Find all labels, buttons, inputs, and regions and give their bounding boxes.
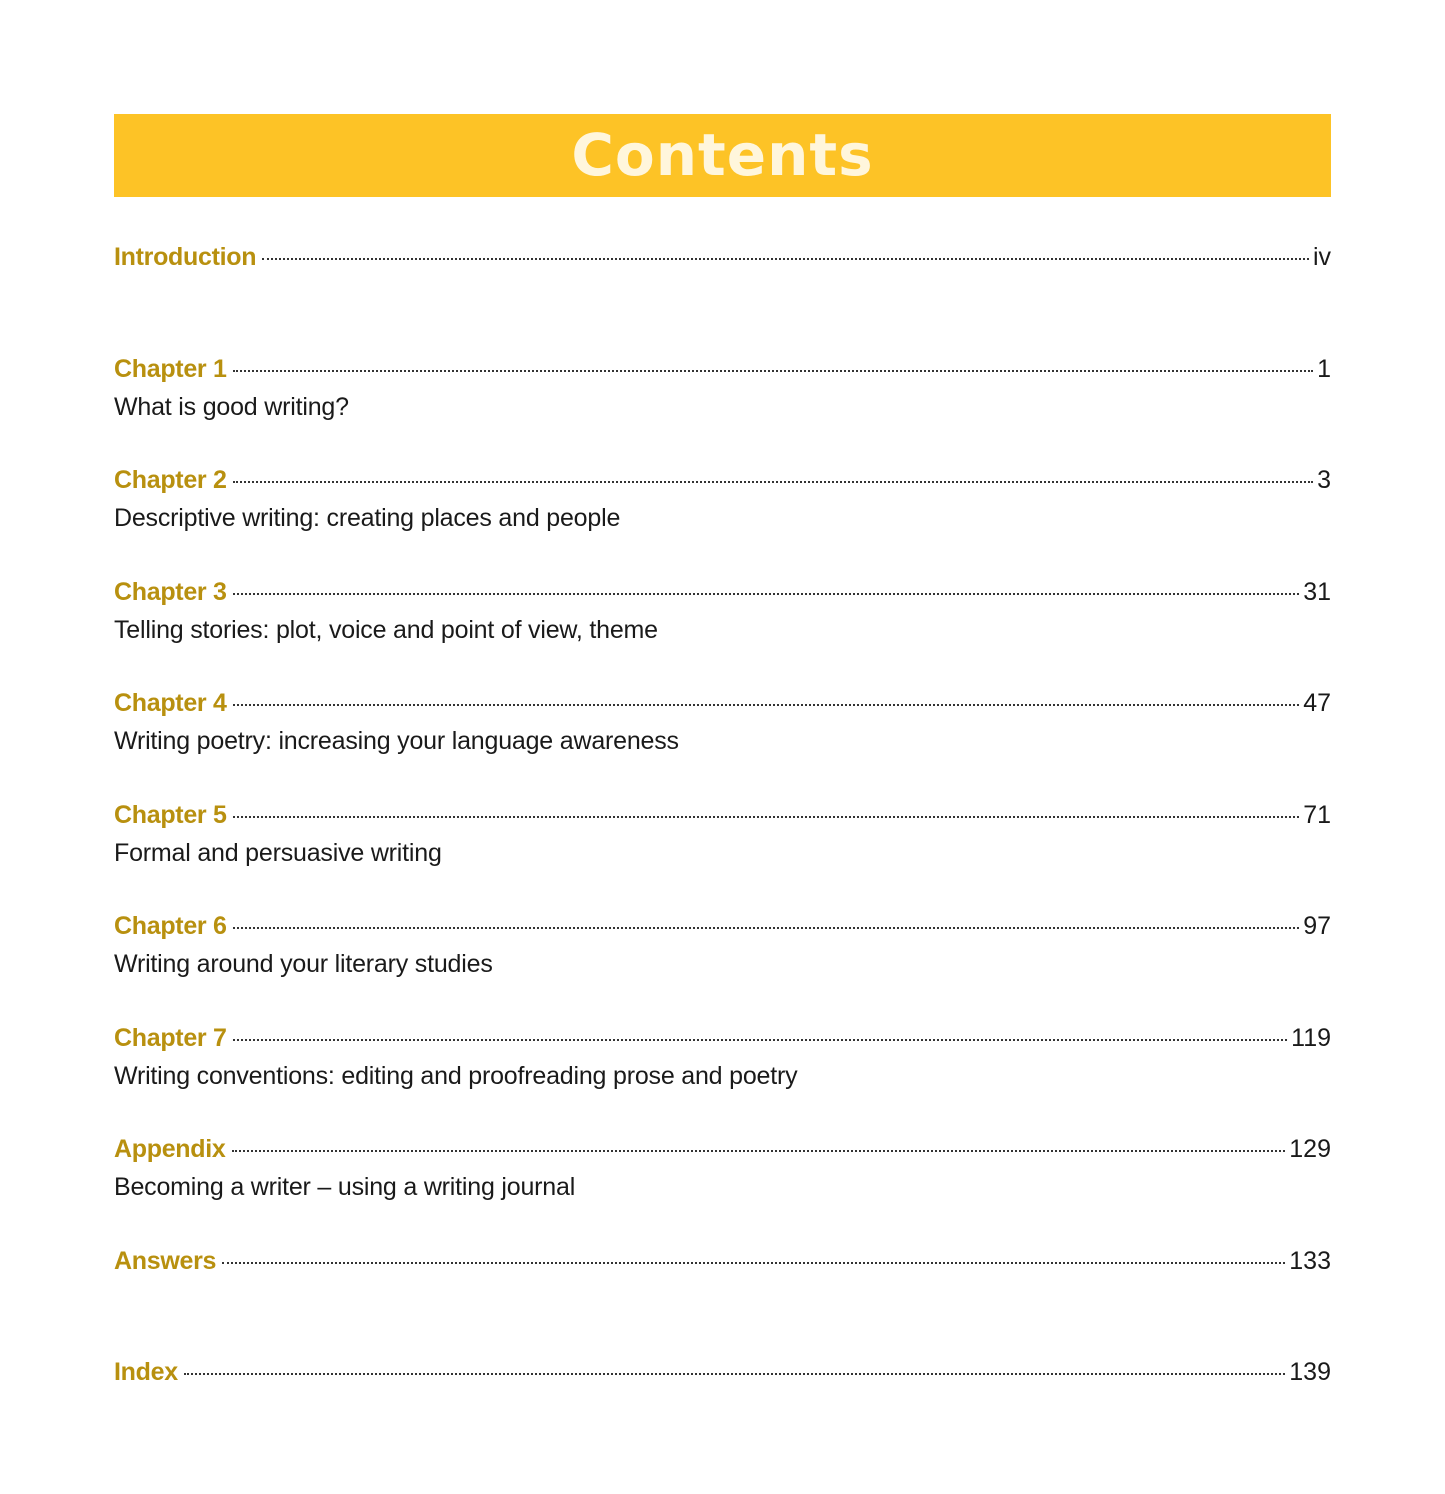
- toc-heading[interactable]: Chapter 1: [114, 355, 227, 383]
- toc-subtitle: Descriptive writing: creating places and people: [114, 504, 621, 532]
- toc-entry-chapter-3: [114, 578, 1331, 645]
- page-title: Contents: [571, 120, 874, 189]
- dot-leader: [233, 593, 1300, 595]
- toc-heading[interactable]: Chapter 6: [114, 912, 227, 940]
- toc-heading[interactable]: Chapter 5: [114, 801, 227, 829]
- toc-page-number: 3: [1317, 466, 1331, 494]
- toc-heading[interactable]: Answers: [114, 1247, 217, 1275]
- toc-line: [114, 1024, 1331, 1056]
- toc-entry-introduction: [114, 243, 1331, 275]
- toc-page-number: 1: [1317, 355, 1331, 383]
- toc-entry-chapter-1: [114, 355, 1331, 422]
- dot-leader: [232, 1150, 1286, 1152]
- toc-subtitle: Formal and persuasive writing: [114, 839, 442, 867]
- toc-heading[interactable]: Introduction: [114, 243, 257, 271]
- toc-heading[interactable]: Chapter 4: [114, 689, 227, 717]
- toc-line: [114, 1358, 1331, 1390]
- toc-heading[interactable]: Chapter 7: [114, 1024, 227, 1052]
- dot-leader: [262, 258, 1309, 260]
- toc-line: [114, 689, 1331, 721]
- toc-line: [114, 466, 1331, 498]
- toc-page-number: 97: [1303, 912, 1331, 940]
- toc-entry-appendix: [114, 1135, 1331, 1202]
- toc-page-number: 139: [1289, 1358, 1331, 1386]
- toc-heading[interactable]: Index: [114, 1358, 178, 1386]
- toc-heading[interactable]: Chapter 2: [114, 466, 227, 494]
- dot-leader: [233, 927, 1300, 929]
- toc-entry-chapter-6: [114, 912, 1331, 979]
- dot-leader: [222, 1262, 1285, 1264]
- toc-line: [114, 1247, 1331, 1279]
- toc-subtitle: Writing conventions: editing and proofreading prose and poetry: [114, 1062, 798, 1090]
- toc-subtitle: Telling stories: plot, voice and point of view, theme: [114, 616, 658, 644]
- toc-page-number: 71: [1303, 801, 1331, 829]
- toc-line: [114, 801, 1331, 833]
- toc-entry-chapter-2: [114, 466, 1331, 533]
- dot-leader: [233, 1039, 1288, 1041]
- toc-line: [114, 243, 1331, 275]
- toc-subtitle: Becoming a writer – using a writing journal: [114, 1173, 576, 1201]
- toc-heading[interactable]: Appendix: [114, 1135, 226, 1163]
- dot-leader: [233, 704, 1300, 706]
- dot-leader: [233, 370, 1313, 372]
- toc-line: [114, 578, 1331, 610]
- toc-page-number: 31: [1303, 578, 1331, 606]
- dot-leader: [233, 816, 1300, 818]
- toc-subtitle: Writing poetry: increasing your language awareness: [114, 727, 679, 755]
- toc-page-number: 119: [1291, 1024, 1331, 1052]
- toc-page-number: 129: [1289, 1135, 1331, 1163]
- toc-entry-chapter-7: [114, 1024, 1331, 1091]
- dot-leader: [233, 481, 1313, 483]
- dot-leader: [184, 1373, 1285, 1375]
- toc-line: [114, 1135, 1331, 1167]
- toc-page-number: 47: [1303, 689, 1331, 717]
- toc-entry-answers: [114, 1247, 1331, 1279]
- contents-banner: [114, 114, 1331, 197]
- toc-subtitle: What is good writing?: [114, 393, 349, 421]
- toc-entry-chapter-4: [114, 689, 1331, 756]
- toc-line: [114, 912, 1331, 944]
- toc-line: [114, 355, 1331, 387]
- toc-entry-index: [114, 1358, 1331, 1390]
- toc-entry-chapter-5: [114, 801, 1331, 868]
- toc-heading[interactable]: Chapter 3: [114, 578, 227, 606]
- toc-page-number: iv: [1312, 243, 1331, 271]
- toc-page-number: 133: [1289, 1247, 1331, 1275]
- toc-subtitle: Writing around your literary studies: [114, 950, 493, 978]
